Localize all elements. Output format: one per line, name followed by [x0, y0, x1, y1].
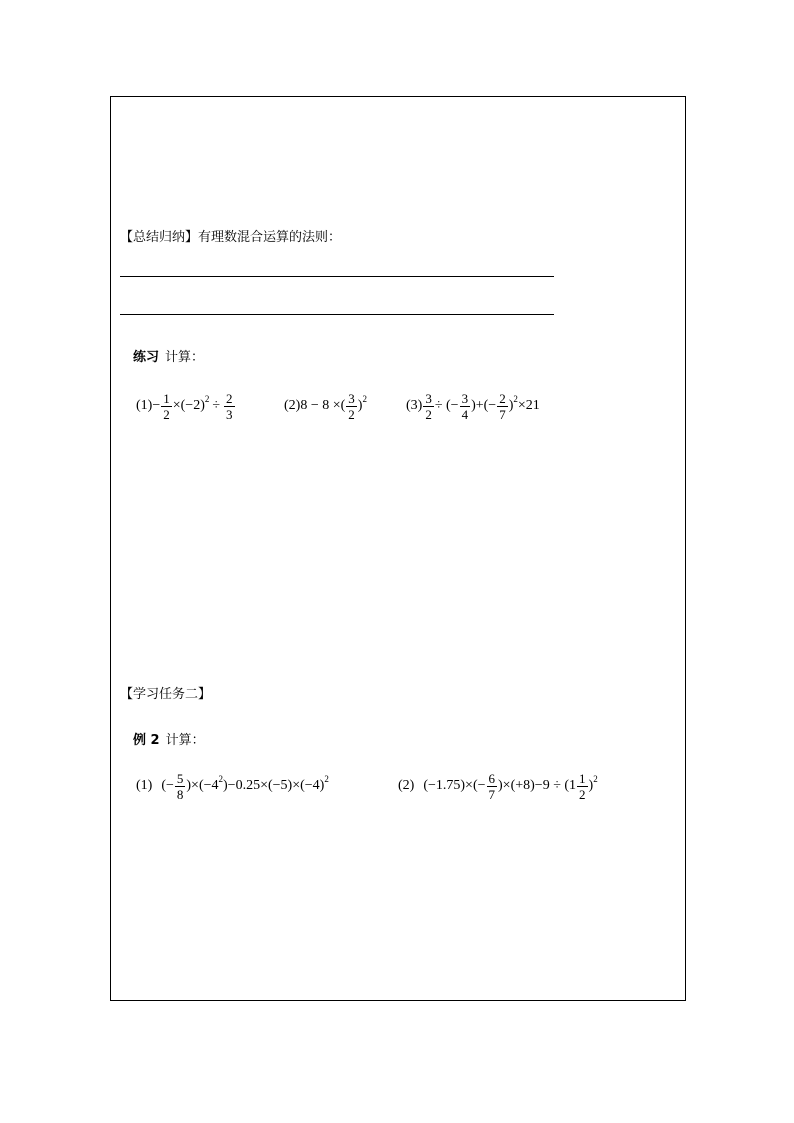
example-label: 例 2: [133, 733, 160, 748]
practice-problem-2: (2) 8 − 8 ×( $\frac{3}{2}$ ) $^2$: [284, 390, 367, 422]
practice-problem-3: (3) $\frac{3}{2}$ ÷ (− $\frac{3}{4}$ )+(− $\frac{2}{7}$ ) $^2$ ×21: [406, 390, 540, 422]
fraction: $\frac{2}{3}$: [226, 390, 233, 422]
practice-text: 计算：: [165, 350, 205, 365]
answer-line-2: [120, 314, 554, 315]
fraction: $\frac{6}{7}$: [488, 770, 496, 802]
fraction: $\frac{3}{2}$: [425, 390, 432, 422]
example-text: 计算：: [165, 733, 205, 748]
practice-heading: [133, 346, 204, 365]
summary-text: 有理数混合运算的法则：: [198, 230, 342, 245]
fraction: $\frac{1}{2}$: [579, 770, 586, 802]
fraction: $\frac{1}{2}$: [163, 390, 170, 422]
task-two-heading: 【学习任务二】: [120, 687, 212, 702]
summary-heading: [120, 226, 341, 245]
example-problem-2: (2) (−1.75)×(− $\frac{6}{7}$ )×(+8)−9 ÷ (1 $\frac{1}{2}$ ) $^2$: [398, 770, 598, 802]
practice-label: 练习: [133, 350, 160, 365]
practice-problem-1: (1) − $\frac{1}{2}$ ×(−2) $^2$ ÷ $\frac{2}{3}$: [136, 390, 233, 422]
fraction: $\frac{3}{4}$: [461, 390, 469, 422]
example-heading: [133, 729, 205, 748]
fraction: $\frac{3}{2}$: [348, 390, 355, 422]
fraction: $\frac{2}{7}$: [499, 390, 506, 422]
answer-line-1: [120, 276, 554, 277]
summary-label: 【总结归纳】: [120, 230, 199, 245]
example-problem-1: (1) (− $\frac{5}{8}$ )×(−4 $^2$ )−0.25×(−5)×(−4) $^2$: [136, 770, 329, 802]
fraction: $\frac{5}{8}$: [176, 770, 184, 802]
